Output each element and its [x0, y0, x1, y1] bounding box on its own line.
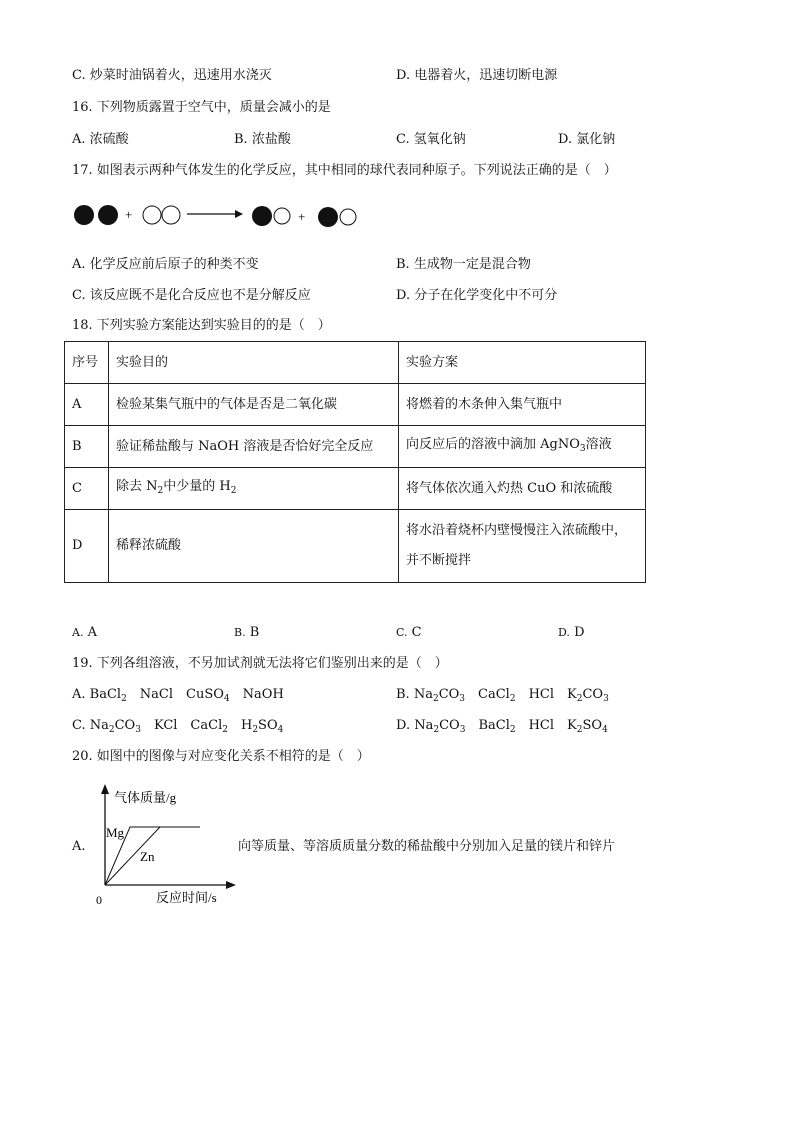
q18-option-d-label: D. — [558, 626, 570, 639]
experiment-table — [64, 341, 646, 583]
row-a-purpose: 检验某集气瓶中的气体是否是二氧化碳 — [109, 384, 399, 426]
table-row — [65, 468, 646, 510]
reactant-molecule-white — [143, 206, 180, 224]
row-c-purpose-subscript-2: 2 — [230, 485, 237, 496]
q16-option-b: B. 浓盐酸 — [234, 132, 291, 147]
mg-series-label: Mg — [106, 825, 125, 840]
q20-stem: 20. 如图中的图像与对应变化关系不相符的是（ ） — [72, 749, 370, 764]
row-d-purpose: 稀释浓硫酸 — [109, 510, 399, 583]
product-molecule-1 — [252, 206, 290, 226]
row-c-id: C — [65, 468, 109, 510]
q17-option-a: A. 化学反应前后原子的种类不变 — [72, 257, 259, 272]
header-plan: 实验方案 — [399, 342, 646, 384]
row-b-plan-subscript: 3 — [579, 443, 586, 454]
q18-option-a-label: A. — [72, 626, 84, 639]
q19-option-b: B. $Na_2CO_3$ CaCl$_2$ HCl $K_2CO_3$ — [396, 687, 609, 704]
row-c-purpose — [109, 468, 399, 510]
q19-stem: 19. 下列各组溶液，不另加试剂就无法将它们鉴别出来的是（ ） — [72, 656, 448, 671]
q19-option-a: A. BaCl$_2$ NaCl CuSO$_4$ NaOH — [72, 687, 284, 704]
q17-option-b: B. 生成物一定是混合物 — [396, 257, 531, 272]
header-id: 序号 — [65, 342, 109, 384]
row-b-plan — [399, 426, 646, 468]
q17-stem: 17. 如图表示两种气体发生的化学反应，其中相同的球代表同种原子。下列说法正确的是（ ） — [72, 163, 617, 178]
zn-series-label: Zn — [140, 849, 155, 864]
q18-stem: 18. 下列实验方案能达到实验目的的是（ ） — [72, 318, 331, 333]
q18-option-d-value: D — [574, 625, 585, 640]
row-d-plan — [399, 510, 646, 583]
x-axis-arrow — [226, 881, 236, 889]
row-b-purpose: 验证稀盐酸与 NaOH 溶液是否恰好完全反应 — [109, 426, 399, 468]
reaction-arrow — [187, 210, 243, 218]
y-axis-arrow — [101, 784, 109, 794]
q18-option-b-value: B — [249, 625, 260, 640]
row-c-plan: 将气体依次通入灼热 CuO 和浓硫酸 — [399, 468, 646, 510]
reaction-diagram — [72, 200, 372, 232]
q16-option-a: A. 浓硫酸 — [72, 132, 129, 147]
row-b-plan-suffix: 溶液 — [585, 436, 612, 452]
q18-option-c-label: C. — [396, 626, 408, 639]
q20-option-a-label: A. — [72, 839, 86, 854]
q17-option-d: D. 分子在化学变化中不可分 — [396, 288, 558, 303]
row-c-purpose-text: 除去 N — [116, 478, 158, 494]
reactant-molecule-black — [74, 205, 118, 225]
q18-option-a — [72, 624, 97, 642]
table-row — [65, 384, 646, 426]
q18-option-a-value: A — [87, 625, 97, 640]
x-axis-label: 反应时间/s — [156, 890, 217, 905]
row-c-purpose-subscript-1: 2 — [157, 485, 164, 496]
q16-stem: 16. 下列物质露置于空气中，质量会减小的是 — [72, 100, 331, 115]
gas-mass-graph — [90, 780, 245, 910]
header-purpose: 实验目的 — [109, 342, 399, 384]
table-row — [65, 426, 646, 468]
q15-option-c: C. 炒菜时油锅着火，迅速用水浇灭 — [72, 68, 272, 83]
table-row — [65, 510, 646, 583]
row-a-id: A — [65, 384, 109, 426]
row-d-plan-line1: 将水沿着烧杯内壁慢慢注入浓硫酸中， — [406, 523, 628, 538]
row-a-plan: 将燃着的木条伸入集气瓶中 — [399, 384, 646, 426]
q18-option-b-label: B. — [234, 626, 246, 639]
row-c-purpose-mid: 中少量的 H — [163, 478, 231, 494]
q19-option-d: D. $Na_2CO_3$ BaCl$_2$ HCl $K_2SO_4$ — [396, 718, 608, 735]
plus-sign-2: + — [298, 209, 306, 224]
table-header-row — [65, 342, 646, 384]
q15-option-d: D. 电器着火，迅速切断电源 — [396, 68, 558, 83]
q18-option-b — [234, 624, 259, 642]
q17-option-c: C. 该反应既不是化合反应也不是分解反应 — [72, 288, 311, 303]
q19-option-c: C. $Na_2CO_3$ KCl CaCl$_2$ $H_2SO_4$ — [72, 718, 284, 735]
q18-option-d — [558, 624, 585, 642]
row-d-plan-line2: 并不断搅拌 — [406, 553, 472, 568]
q18-option-c-value: C — [411, 625, 422, 640]
q16-option-d: D. 氯化钠 — [558, 132, 616, 147]
q16-option-c: C. 氢氧化钠 — [396, 132, 466, 147]
plus-sign: + — [125, 207, 133, 222]
q20-option-a-description: 向等质量、等溶质质量分数的稀盐酸中分别加入足量的镁片和锌片 — [238, 839, 616, 854]
row-b-id: B — [65, 426, 109, 468]
product-molecule-2 — [318, 207, 356, 227]
row-d-id: D — [65, 510, 109, 583]
q18-option-c — [396, 624, 422, 642]
y-axis-label: 气体质量/g — [114, 790, 177, 805]
origin-label: 0 — [96, 893, 102, 907]
row-b-plan-text: 向反应后的溶液中滴加 AgNO — [406, 436, 580, 452]
